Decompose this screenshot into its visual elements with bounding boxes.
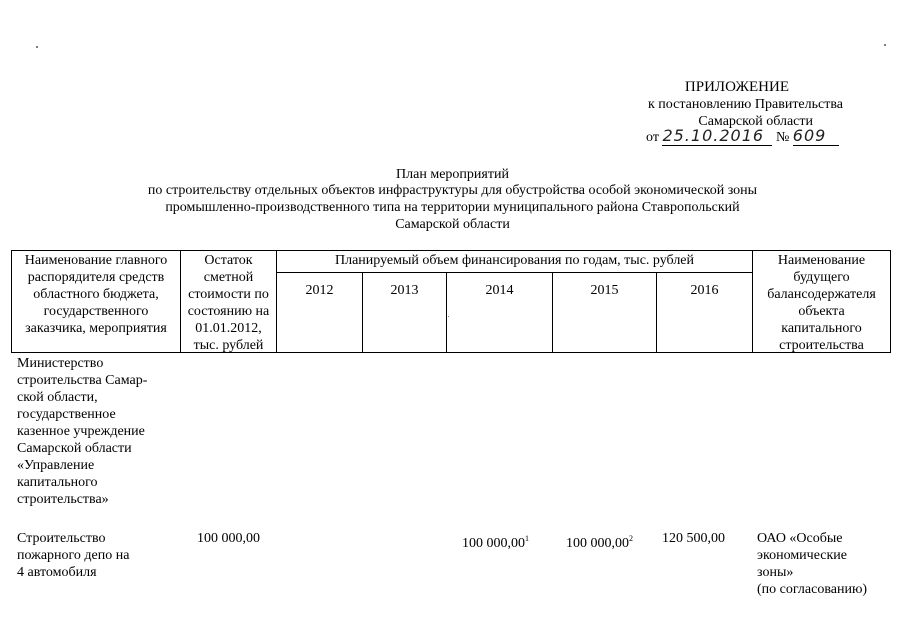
number-prefix: №	[775, 130, 790, 145]
date-prefix: от	[646, 130, 659, 145]
footnote-mark: 1	[525, 534, 529, 543]
header-funding: Планируемый объем финансирования по годам, тыс. рублей	[334, 253, 695, 268]
appendix-title: ПРИЛОЖЕНИЕ	[684, 79, 789, 95]
header-year-2012: 2012	[305, 283, 334, 298]
row-2014-value: 100 000,00$^1$	[462, 534, 529, 551]
header-name-col: Наименование главного распорядителя средств областного бюджета, государственного заказчика, мероприятия	[24, 253, 168, 336]
appendix-line1: к постановлению Правительства	[647, 97, 843, 112]
appendix-line2: Самарской области	[698, 114, 813, 129]
row-2016-value: 120 500,00	[662, 531, 725, 546]
organization-name: Министерство строительства Самар- ской области, государственное казенное учреждение Самарской области «Управление капитального строительства»	[17, 356, 148, 507]
header-year-2016: 2016	[690, 283, 719, 298]
plan-subtitle-3: Самарской области	[395, 217, 510, 232]
plan-subtitle-1: по строительству отдельных объектов инфраструктуры для обустройства особой экономической зоны	[147, 183, 758, 198]
header-holder-col: Наименование будущего балансодержателя объекта капитального строительства	[767, 253, 876, 353]
row-remaining-value: 100 000,00	[197, 531, 260, 546]
appendix-date-line	[646, 126, 839, 146]
header-year-2014: 2014	[485, 283, 514, 298]
row-project-name: Строительство пожарного депо на 4 автомобиля	[17, 531, 130, 580]
row-holder: ОАО «Особые экономические зоны» (по согласованию)	[757, 531, 868, 597]
plan-title: План мероприятий	[396, 167, 509, 182]
scan-speck	[448, 316, 449, 317]
scan-speck	[884, 44, 886, 46]
number-handwritten: 609	[793, 126, 839, 146]
date-handwritten: 25.10.2016	[662, 126, 772, 146]
header-remaining-col: Остаток сметной стоимости по состоянию на 01.01.2012, тыс. рублей	[187, 253, 270, 353]
header-year-2015: 2015	[590, 283, 619, 298]
header-year-2013: 2013	[390, 283, 419, 298]
row-2015-value: 100 000,00$^2$	[566, 534, 633, 551]
plan-subtitle-2: промышленно-производственного типа на территории муниципального района Ставропольский	[165, 200, 740, 215]
scan-speck	[36, 46, 38, 48]
footnote-mark: 2	[629, 534, 633, 543]
